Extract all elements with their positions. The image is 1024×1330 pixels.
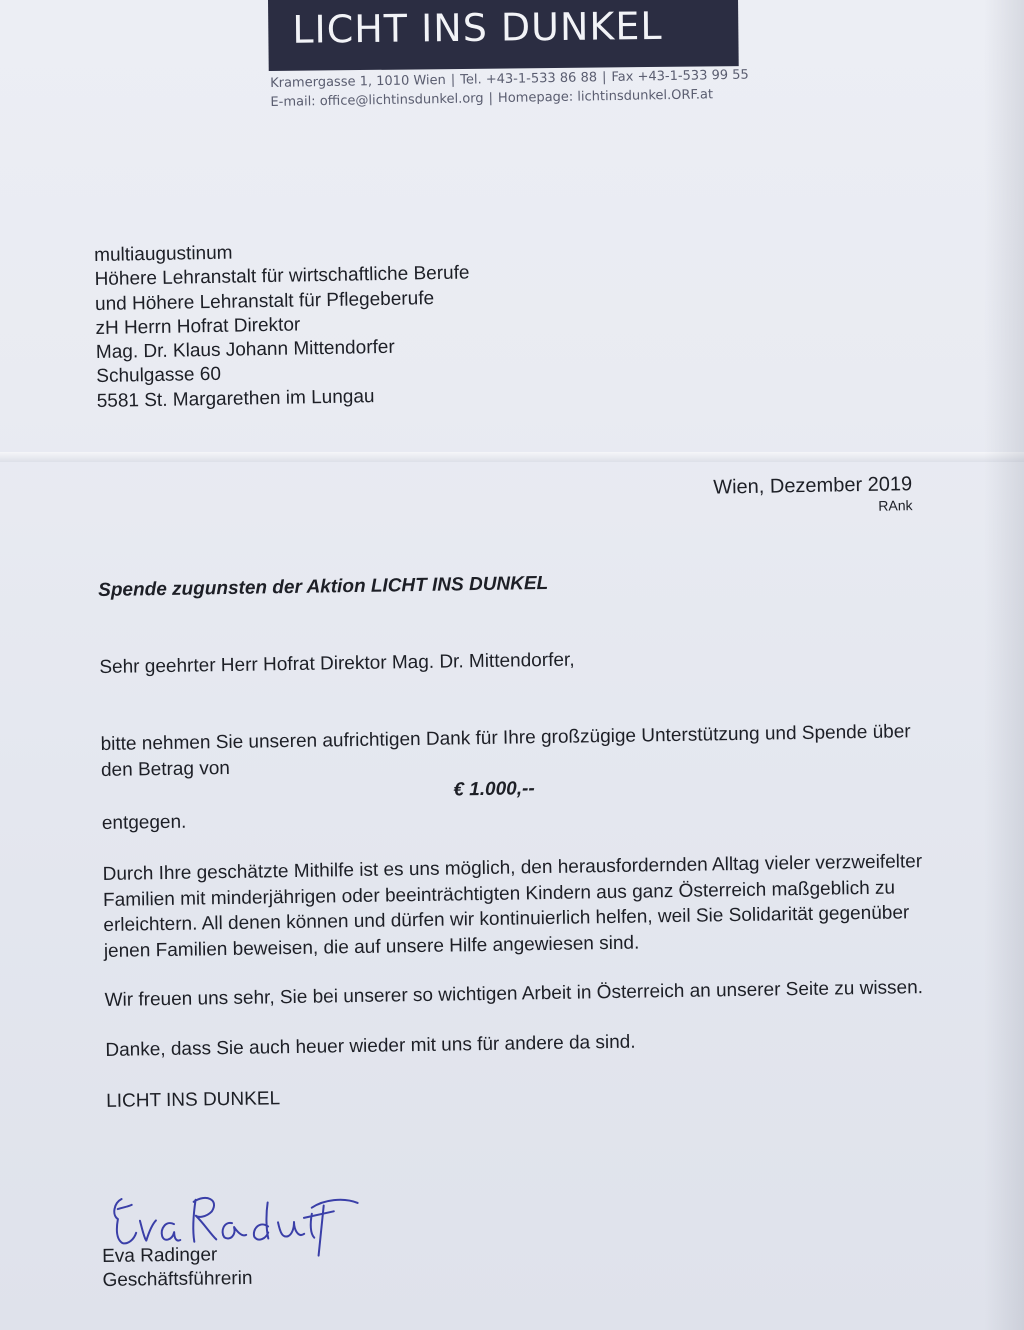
- separator: |: [450, 72, 456, 88]
- letter-date: Wien, Dezember 2019: [713, 473, 913, 499]
- signatory-name: Eva Radinger: [102, 1244, 218, 1267]
- sender-address: Kramergasse 1, 1010 Wien: [270, 72, 446, 91]
- intro-closing: entgegen.: [101, 811, 187, 834]
- letter-body: [98, 565, 926, 1114]
- recipient-line: multiaugustinum: [94, 242, 233, 266]
- sender-fax: Fax +43-1-533 99 55: [611, 67, 749, 86]
- letter-subject: Spende zugunsten der Aktion LICHT INS DUNKEL: [98, 572, 549, 601]
- sender-phone: Tel. +43-1-533 86 88: [460, 70, 598, 88]
- recipient-line: Höhere Lehranstalt für wirtschaftliche Berufe: [94, 262, 470, 291]
- recipient-line: Schulgasse 60: [96, 364, 222, 388]
- logo-text: LICHT INS DUNKEL: [292, 3, 663, 52]
- signatory-title: Geschäftsführerin: [102, 1267, 253, 1291]
- logo: [268, 0, 739, 71]
- body-paragraph: Wir freuen uns sehr, Sie bei unserer so wichtigen Arbeit in Österreich an unserer Seite zu wissen.: [104, 977, 924, 1011]
- reference-code: RAnk: [878, 497, 913, 514]
- recipient-line: Mag. Dr. Klaus Johann Mittendorfer: [95, 336, 395, 364]
- closing-organization: LICHT INS DUNKEL: [106, 1088, 281, 1112]
- signatory-block: [102, 1243, 253, 1293]
- date-block: [690, 472, 913, 518]
- recipient-line: zH Herrn Hofrat Direktor: [95, 314, 301, 339]
- salutation: Sehr geehrter Herr Hofrat Direktor Mag. Dr. Mittendorfer,: [99, 649, 575, 678]
- sender-homepage: Homepage: lichtinsdunkel.ORF.at: [497, 87, 714, 107]
- separator: |: [601, 70, 607, 86]
- paper-shadow: [984, 0, 1024, 1330]
- intro-paragraph: bitte nehmen Sie unseren aufrichtigen Dank für Ihre großzügige Unterstützung und Spende über den Betrag von: [100, 721, 911, 781]
- recipient-address: [94, 237, 472, 414]
- recipient-line: 5581 St. Margarethen im Lungau: [96, 385, 375, 412]
- separator: |: [488, 91, 494, 107]
- body-paragraph: Durch Ihre geschätzte Mithilfe ist es uns möglich, den herausfordernden Alltag vieler verzweifelter Familien mit minderjährigen oder beeinträchtigten Kindern aus ganz Österreich maßgeblich zu erleichtern. All denen können und dürfen wir kontinuierlich helfen, weil Sie Solidarität gegenüber jenen Familien beweisen, die auf unsere Hilfe angewiesen sind.: [102, 851, 923, 962]
- paper-fold: [0, 452, 1024, 462]
- donation-amount: € 1.000,--: [453, 778, 535, 801]
- letterhead-contact: [270, 66, 751, 112]
- body-paragraph: Danke, dass Sie auch heuer wieder mit uns für andere da sind.: [105, 1031, 636, 1061]
- recipient-line: und Höhere Lehranstalt für Pflegeberufe: [94, 287, 435, 315]
- sender-email: E-mail: office@lichtinsdunkel.org: [270, 91, 484, 110]
